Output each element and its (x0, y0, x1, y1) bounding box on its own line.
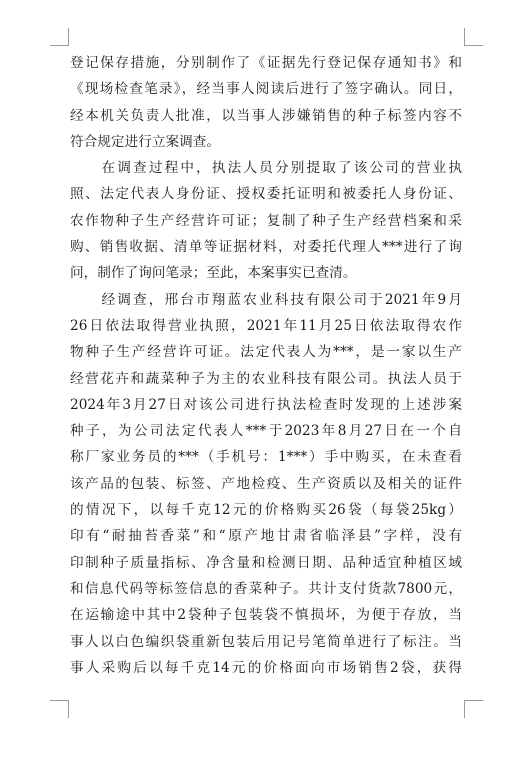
text-line: 2024年3月27日对该公司进行执法检查时发现的上述涉案 (70, 396, 462, 413)
text-line: 经调查，邢台市翔蓝农业科技有限公司于2021年9月 (70, 291, 462, 308)
text-line: 农作物种子生产经营许可证；复制了种子生产经营档案和采 (70, 212, 462, 229)
text-line: 问，制作了询问笔录；至此，本案事实已查清。 (70, 265, 357, 282)
body-text (70, 50, 462, 681)
text-line: 印有“耐抽苔香菜”和“原产地甘肃省临泽县”字样，没有 (70, 528, 462, 545)
text-line: 购、销售收据、清单等证据材料，对委托代理人***进行了询 (70, 239, 462, 256)
crop-mark-top-left-horizontal (50, 45, 69, 46)
text-line: 登记保存措施，分别制作了《证据先行登记保存通知书》和 (70, 55, 462, 71)
text-line: 印制种子质量指标、净含量和检测日期、品种适宜种植区域 (70, 554, 462, 571)
text-line: 的情况下，以每千克12元的价格购买26袋（每袋25kg） (70, 502, 462, 519)
text-line: 《现场检查笔录》，经当事人阅读后进行了签字确认。同日， (70, 81, 462, 98)
text-line: 称厂家业务员的***（手机号：1***）手中购买，在未查看 (70, 449, 462, 466)
text-line: 在运输途中其中2袋种子包装袋不慎损坏，为便于存放，当 (70, 607, 462, 624)
crop-mark-bottom-right-vertical (464, 700, 465, 718)
text-line: 在调查过程中，执法人员分别提取了该公司的营业执 (70, 160, 462, 177)
text-line: 经本机关负责人批准，以当事人涉嫌销售的种子标签内容不 (70, 107, 462, 124)
text-line: 种子，为公司法定代表人***于2023年8月27日在一个自 (70, 423, 462, 440)
crop-mark-top-right-vertical (464, 28, 465, 46)
text-line: 符合规定进行立案调查。 (70, 133, 221, 150)
text-line: 该产品的包装、标签、产地检疫、生产资质以及相关的证件 (70, 475, 462, 492)
text-line: 经营花卉和蔬菜种子为主的农业科技有限公司。执法人员于 (70, 370, 462, 387)
text-line: 26日依法取得营业执照，2021年11月25日依法取得农作 (70, 317, 462, 334)
crop-mark-top-left-vertical (68, 28, 69, 46)
text-line: 事人以白色编织袋重新包装后用记号笔简单进行了标注。当 (70, 633, 462, 650)
crop-mark-bottom-left-vertical (68, 700, 69, 718)
crop-mark-bottom-left-horizontal (50, 700, 69, 701)
crop-mark-top-right-horizontal (464, 45, 483, 46)
text-line: 照、法定代表人身份证、授权委托证明和被委托人身份证、 (70, 186, 462, 203)
crop-mark-bottom-right-horizontal (464, 700, 483, 701)
text-line: 物种子生产经营许可证。法定代表人为***，是一家以生产 (70, 344, 462, 361)
text-line: 和信息代码等标签信息的香菜种子。共计支付货款7800元， (70, 580, 462, 597)
text-line: 事人采购后以每千克14元的价格面向市场销售2袋，获得 (70, 659, 462, 676)
